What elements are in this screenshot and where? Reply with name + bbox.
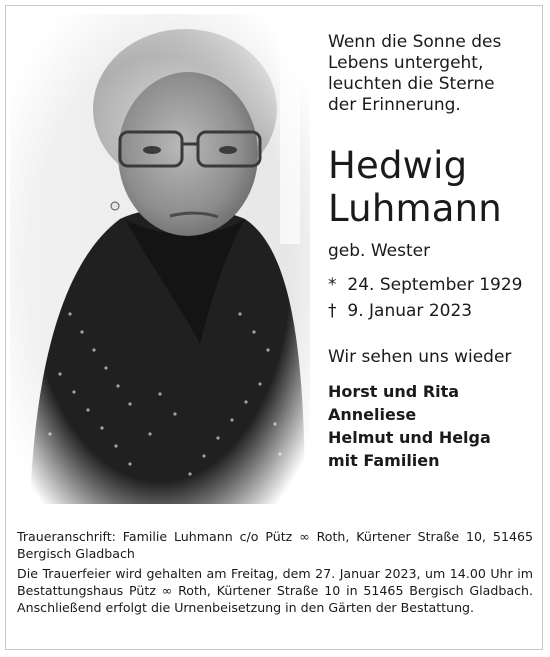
birth-date: 24. September 1929 [347,275,523,295]
mourning-address: Traueranschrift: Familie Luhmann c/o Pütz ∞ Roth, Kürtener Straße 10, 51465 Bergisch Gladbach [17,529,533,561]
mourner: Anneliese [328,405,417,424]
deceased-name [328,144,543,230]
memorial-quote [328,32,543,116]
death-date-row [328,298,543,324]
notice-text-column [328,32,543,472]
quote-line: Wenn die Sonne des [328,32,502,52]
mourner: Horst und Rita [328,382,460,401]
mourner: mit Familien [328,451,440,470]
cross-icon: † [328,301,337,321]
notice-details [17,528,533,619]
portrait-photo [10,14,310,504]
birth-date-row [328,272,543,298]
star-icon: * [328,275,337,295]
mourner: Helmut und Helga [328,428,491,447]
life-dates [328,272,543,324]
ceremony-info: Die Trauerfeier wird gehalten am Freitag, dem 27. Januar 2023, um 14.00 Uhr im Bestattungshaus Pütz ∞ Roth, Kürtener Straße 10 in 51465 Bergisch Gladbach. Anschließend erfolgt die Urnenbeisetzung in den Gärten der Bestattung. [17,566,533,615]
last-name: Luhmann [328,187,502,230]
quote-line: Lebens untergeht, [328,53,484,73]
mourners-list [328,380,543,472]
farewell-motto: Wir sehen uns wieder [328,347,512,367]
death-date: 9. Januar 2023 [347,301,473,321]
quote-line: der Erinnerung. [328,95,461,115]
quote-line: leuchten die Sterne [328,74,495,94]
birth-name: geb. Wester [328,241,431,261]
first-name: Hedwig [328,144,468,187]
